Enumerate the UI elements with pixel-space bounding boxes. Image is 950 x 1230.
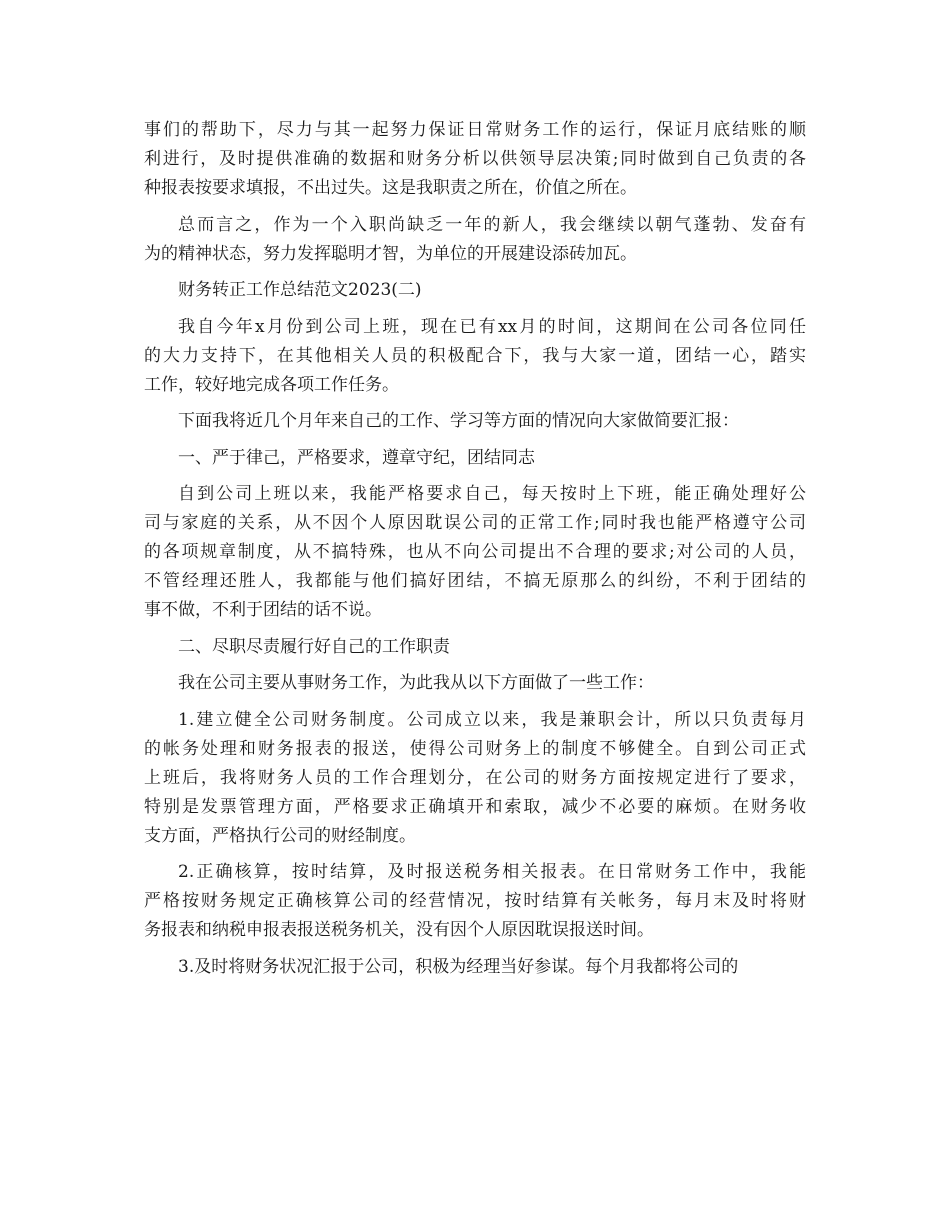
text-line: 2.正确核算，按时结算，及时报送税务相关报表。在日常财务工作中，我能: [178, 862, 806, 882]
paragraph: [144, 669, 806, 698]
paragraph: [144, 480, 806, 625]
text-line: 严格按财务规定正确核算公司的经营情况，按时结算有关帐务，每月末及时将财: [144, 891, 806, 911]
paragraph: [144, 407, 806, 436]
text-line: 上班后，我将财务人员的工作合理划分，在公司的财务方面按规定进行了要求，: [144, 767, 806, 788]
text-line: 事们的帮助下，尽力与其一起努力保证日常财务工作的运行，保证月底结账的顺: [144, 120, 806, 140]
text-line: 总而言之，作为一个入职尚缺乏一年的新人，我会继续以朝气蓬勃、发奋有: [178, 214, 806, 235]
paragraph: [144, 633, 806, 662]
text-line: 为的精神状态，努力发挥聪明才智，为单位的开展建设添砖加瓦。: [144, 243, 637, 264]
text-line: 的各项规章制度，从不搞特殊，也从不向公司提出不合理的要求;对公司的人员，: [144, 542, 806, 562]
paragraph: [144, 706, 806, 851]
text-line: 的帐务处理和财务报表的报送，使得公司财务上的制度不够健全。自到公司正式: [144, 738, 806, 759]
text-line: 1.建立健全公司财务制度。公司成立以来，我是兼职会计，所以只负责每月: [178, 709, 806, 730]
text-line: 我在公司主要从事财务工作，为此我从以下方面做了一些工作：: [178, 673, 654, 693]
text-line: 支方面，严格执行公司的财经制度。: [144, 825, 416, 846]
paragraph: [144, 211, 806, 269]
paragraph: [144, 276, 806, 305]
text-line: 的大力支持下，在其他相关人员的积极配合下，我与大家一道，团结一心，踏实: [144, 345, 806, 366]
text-line: 下面我将近几个月年来自己的工作、学习等方面的情况向大家做简要汇报：: [178, 411, 739, 431]
text-line: 种报表按要求填报，不出过失。这是我职责之所在，价值之所在。: [144, 178, 637, 198]
paragraph: [144, 953, 806, 982]
text-line: 特别是发票管理方面，严格要求正确填开和索取，减少不必要的麻烦。在财务收: [144, 796, 806, 817]
paragraph: [144, 116, 806, 203]
paragraph: [144, 313, 806, 400]
text-line: 我自今年x月份到公司上班，现在已有xx月的时间，这期间在公司各位同任: [178, 316, 806, 337]
text-line: 司与家庭的关系，从不因个人原因耽误公司的正常工作;同时我也能严格遵守公司: [144, 513, 806, 533]
text-line: 3.及时将财务状况汇报于公司，积极为经理当好参谋。每个月我都将公司的: [178, 956, 739, 977]
text-line: 务报表和纳税申报表报送税务机关，没有因个人原因耽误报送时间。: [144, 920, 654, 940]
document-page: [144, 116, 806, 989]
text-line: 一、严于律己，严格要求，遵章守纪，团结同志: [178, 447, 535, 468]
text-line: 工作，较好地完成各项工作任务。: [144, 374, 399, 395]
paragraph: [144, 444, 806, 473]
text-line: 自到公司上班以来，我能严格要求自己，每天按时上下班，能正确处理好公: [178, 484, 806, 504]
paragraph: [144, 858, 806, 945]
text-line: 财务转正工作总结范文2023(二): [178, 280, 422, 300]
text-line: 事不做，不利于团结的话不说。: [144, 600, 382, 620]
text-line: 二、尽职尽责履行好自己的工作职责: [178, 636, 450, 657]
text-line: 不管经理还胜人，我都能与他们搞好团结，不搞无原那么的纠纷，不利于团结的: [144, 571, 806, 591]
text-line: 利进行，及时提供准确的数据和财务分析以供领导层决策;同时做到自己负责的各: [144, 149, 806, 169]
